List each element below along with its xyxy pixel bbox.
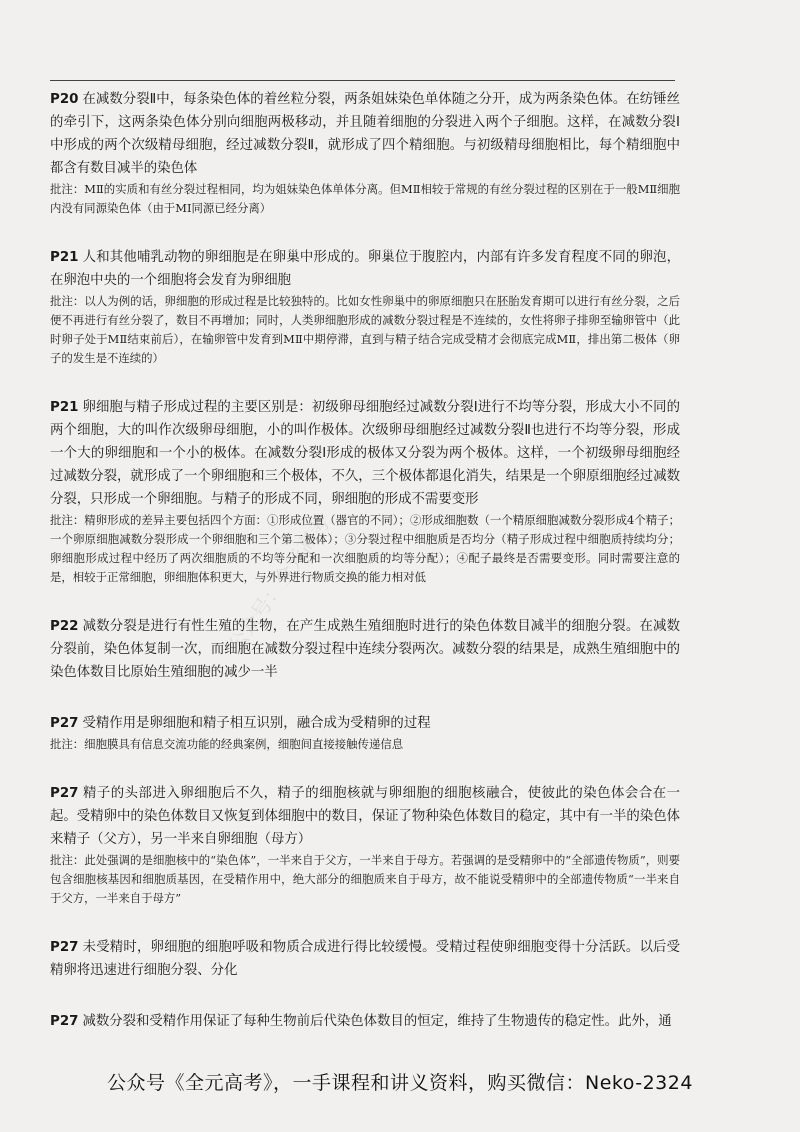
watermark-text: 公众号：全元高考 <box>223 511 335 657</box>
section-text <box>50 782 680 851</box>
section-text <box>50 615 680 684</box>
section-p27-nuclei <box>50 782 680 908</box>
section-text <box>50 246 680 292</box>
page-ref: P27 <box>50 786 79 801</box>
main-text: 卵细胞与精子形成过程的主要区别是：初级卵母细胞经过减数分裂Ⅰ进行不均等分裂，形成大小不同的两个细胞，大的叫作次级卵母细胞，小的叫作极体。次级卵母细胞经过减数分裂Ⅱ也进行不均等分裂，形成一个大的卵细胞和一个小的极体。在减数分裂Ⅰ形成的极体又分裂为两个极体。这样，一个初级卵母细胞经过减数分裂，就形成了一个卵细胞和三个极体，不久，三个极体都退化消失，结果是一个卵原细胞经过减数分裂，只形成一个卵细胞。与精子的形成不同，卵细胞的形成不需要变形 <box>50 400 680 507</box>
section-p21-difference <box>50 396 680 587</box>
main-text: 受精作用是卵细胞和精子相互识别，融合成为受精卵的过程 <box>82 716 431 731</box>
section-text <box>50 88 680 180</box>
page-ref: P22 <box>50 619 79 634</box>
section-p27-stability <box>50 1010 680 1033</box>
document-body <box>50 84 680 1033</box>
annotation: 批注：MⅡ的实质和有丝分裂过程相同，均为姐妹染色体单体分离。但MⅡ相较于常规的有丝分裂过程的区别在于一般MⅡ细胞内没有同源染色体（由于MⅠ同源已经分离） <box>50 182 680 215</box>
section-p21-ovary <box>50 246 680 368</box>
main-text: 精子的头部进入卵细胞后不久，精子的细胞核就与卵细胞的细胞核融合，使彼此的染色体会合在一起。受精卵中的染色体数目又恢复到体细胞中的数目，保证了物种染色体数目的稳定，其中有一半的染色体来精子（父方），另一半来自卵细胞（母方） <box>50 786 680 847</box>
section-p27-unfertilized <box>50 936 680 982</box>
section-text <box>50 936 680 982</box>
annotation: 批注：此处强调的是细胞核中的“染色体”，一半来自于父方，一半来自于母方。若强调的是受精卵中的“全部遗传物质”，则要包含细胞核基因和细胞质基因，在受精作用中，绝大部分的细胞质来自于母方，故不能说受精卵中的全部遗传物质“一半来自于父方，一半来自于母方” <box>50 853 680 905</box>
main-text: 减数分裂和受精作用保证了每种生物前后代染色体数目的恒定，维持了生物遗传的稳定性。此外，通 <box>82 1014 672 1029</box>
annotation: 批注：细胞膜具有信息交流功能的经典案例，细胞间直接接触传递信息 <box>50 737 404 751</box>
main-text: 人和其他哺乳动物的卵细胞是在卵巢中形成的。卵巢位于腹腔内，内部有许多发育程度不同的卵泡，在卵泡中央的一个细胞将会发育为卵细胞 <box>50 250 680 288</box>
page-ref: P21 <box>50 250 79 265</box>
section-p22 <box>50 615 680 684</box>
page-ref: P20 <box>50 92 79 107</box>
page-ref: P27 <box>50 716 79 731</box>
section-text <box>50 1010 680 1033</box>
page-ref: P21 <box>50 400 79 415</box>
section-p20 <box>50 88 680 218</box>
section-text <box>50 396 680 511</box>
annotation: 批注：以人为例的话，卵细胞的形成过程是比较独特的。比如女性卵巢中的卵原细胞只在胚胎发育期可以进行有丝分裂，之后便不再进行有丝分裂了，数目不再增加；同时，人类卵细胞形成的减数分裂过程是不连续的，女性将卵子排卵至输卵管中（此时卵子处于MⅡ结束前后），在输卵管中发育到MⅡ中期停滞，直到与精子结合完成受精才会彻底完成MⅡ，排出第二极体（卵子的发生是不连续的） <box>50 294 680 365</box>
page-ref: P27 <box>50 1014 79 1029</box>
page-ref: P27 <box>50 940 79 955</box>
section-p27-fertilization <box>50 712 680 754</box>
footer-text: 公众号《全元高考》，一手课程和讲义资料，购买微信：Neko-2324 <box>107 1072 693 1094</box>
main-text: 减数分裂是进行有性生殖的生物，在产生成熟生殖细胞时进行的染色体数目减半的细胞分裂。在减数分裂前，染色体复制一次，而细胞在减数分裂过程中连续分裂两次。减数分裂的结果是，成熟生殖细胞中的染色体数目比原始生殖细胞的减少一半 <box>50 619 680 680</box>
main-text: 在减数分裂Ⅱ中，每条染色体的着丝粒分裂，两条姐妹染色单体随之分开，成为两条染色体。在纺锤丝的牵引下，这两条染色体分别向细胞两极移动，并且随着细胞的分裂进入两个子细胞。这样，在减数分裂Ⅰ中形成的两个次级精母细胞，经过减数分裂Ⅱ，就形成了四个精细胞。与初级精母细胞相比，每个精细胞中都含有数目减半的染色体 <box>50 92 680 176</box>
header-rule <box>50 80 675 81</box>
section-text <box>50 712 680 735</box>
main-text: 未受精时，卵细胞的细胞呼吸和物质合成进行得比较缓慢。受精过程使卵细胞变得十分活跃。以后受精卵将迅速进行细胞分裂、分化 <box>50 940 680 978</box>
annotation: 批注：精卵形成的差异主要包括四个方面：①形成位置（器官的不同）；②形成细胞数（一个精原细胞减数分裂形成4个精子；一个卵原细胞减数分裂形成一个卵细胞和三个第二极体）；③分裂过程中细胞质是否均分（精子形成过程中细胞质持续均分；卵细胞形成过程中经历了两次细胞质的不均等分配和一次细胞质的均等分配）；④配子最终是否需要变形。同时需要注意的是，相较于正常细胞，卵细胞体积更大，与外界进行物质交换的能力相对低 <box>50 513 680 584</box>
